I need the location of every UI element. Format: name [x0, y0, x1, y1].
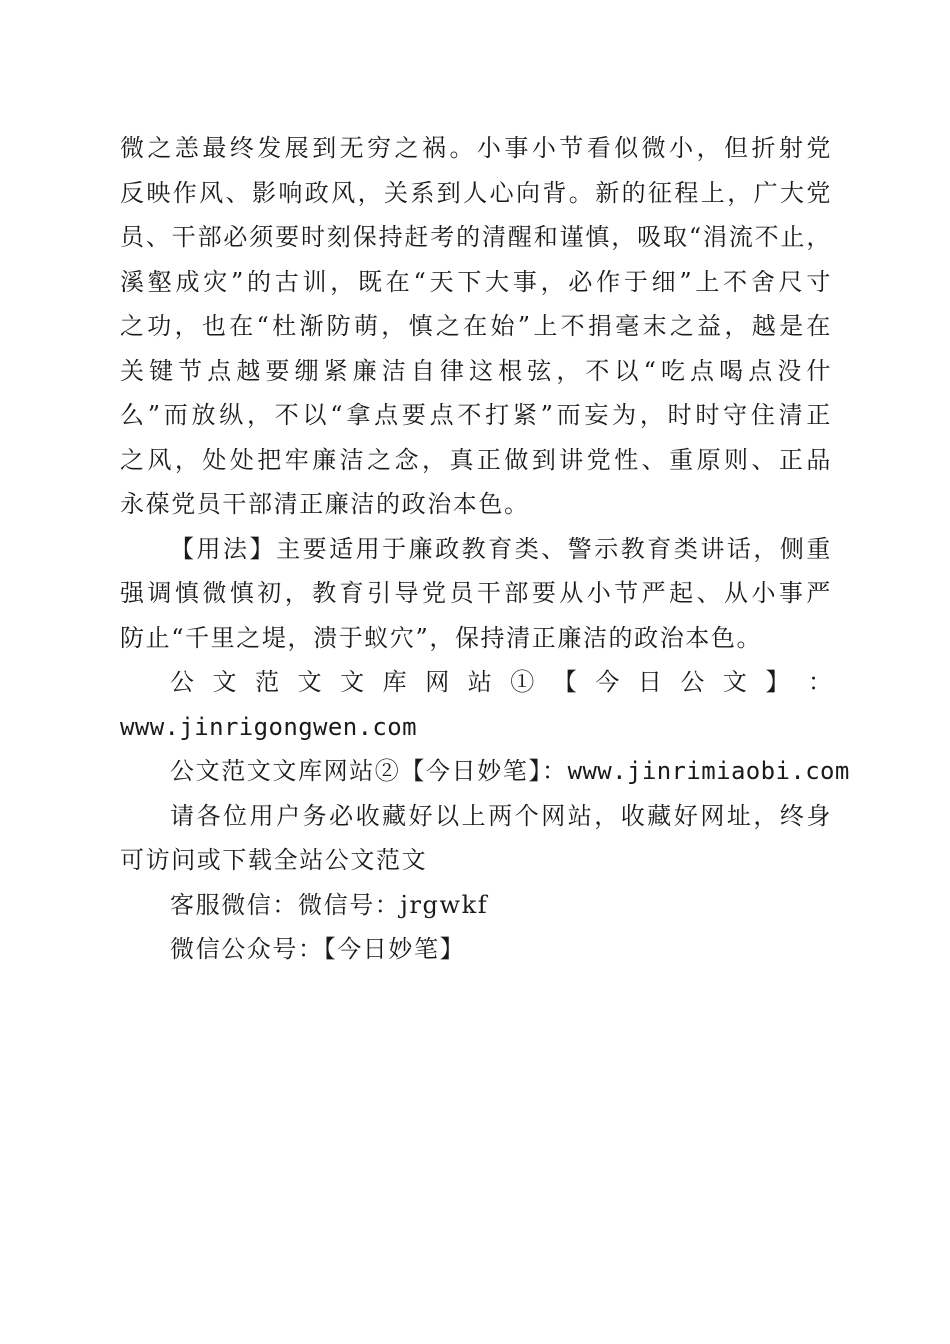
paragraph-line: 微之恙最终发展到无穷之祸。小事小节看似微小，但折射党 — [120, 134, 832, 162]
paragraph-line: 永葆党员干部清正廉洁的政治本色。 — [120, 490, 530, 518]
wechat-account: 微信公众号：【今日妙笔】 — [170, 935, 466, 963]
wechat-service: 客服微信：微信号：jrgwkf — [170, 890, 489, 919]
notice-line: 可访问或下载全站公文范文 — [120, 846, 428, 874]
site2-label: 公文范文文库网站②【今日妙笔】： — [170, 757, 568, 785]
paragraph-line: 之功，也在“杜渐防萌，慎之在始”上不捐毫末之益，越是在 — [120, 312, 832, 340]
paragraph-line: 员、干部必须要时刻保持赶考的清醒和谨慎，吸取“涓流不止， — [120, 223, 832, 251]
paragraph-line: 关键节点越要绷紧廉洁自律这根弦，不以“吃点喝点没什 — [120, 356, 832, 385]
paragraph-line: 之风，处处把牢廉洁之念，真正做到讲党性、重原则、正品 — [120, 445, 832, 474]
site1-label: 公 文 范 文 文 库 网 站 ① 【 今 日 公 文 】 ： — [170, 668, 832, 696]
paragraph-line: 溪壑成灾”的古训，既在“天下大事，必作于细”上不舍尺寸 — [120, 267, 832, 296]
site2-url[interactable]: www.jinrimiaobi.com — [567, 757, 850, 785]
footer-info — [120, 660, 850, 972]
usage-line: 【用法】主要适用于廉政教育类、警示教育类讲话，侧重 — [170, 534, 832, 563]
site2-line — [120, 749, 850, 794]
paragraph-line: 么”而放纵，不以“拿点要点不打紧”而妄为，时时守住清正 — [120, 401, 832, 429]
document-page — [120, 126, 850, 972]
usage-line: 防止“千里之堤，溃于蚁穴”，保持清正廉洁的政治本色。 — [120, 623, 763, 652]
notice-line: 请各位用户务必收藏好以上两个网站，收藏好网址，终身 — [170, 801, 832, 830]
body-paragraph — [120, 126, 832, 527]
paragraph-line: 反映作风、影响政风，关系到人心向背。新的征程上，广大党 — [120, 178, 832, 207]
site1-url[interactable]: www.jinrigongwen.com — [120, 712, 417, 741]
usage-paragraph — [120, 527, 832, 661]
usage-line: 强调慎微慎初，教育引导党员干部要从小节严起、从小事严 — [120, 579, 832, 607]
